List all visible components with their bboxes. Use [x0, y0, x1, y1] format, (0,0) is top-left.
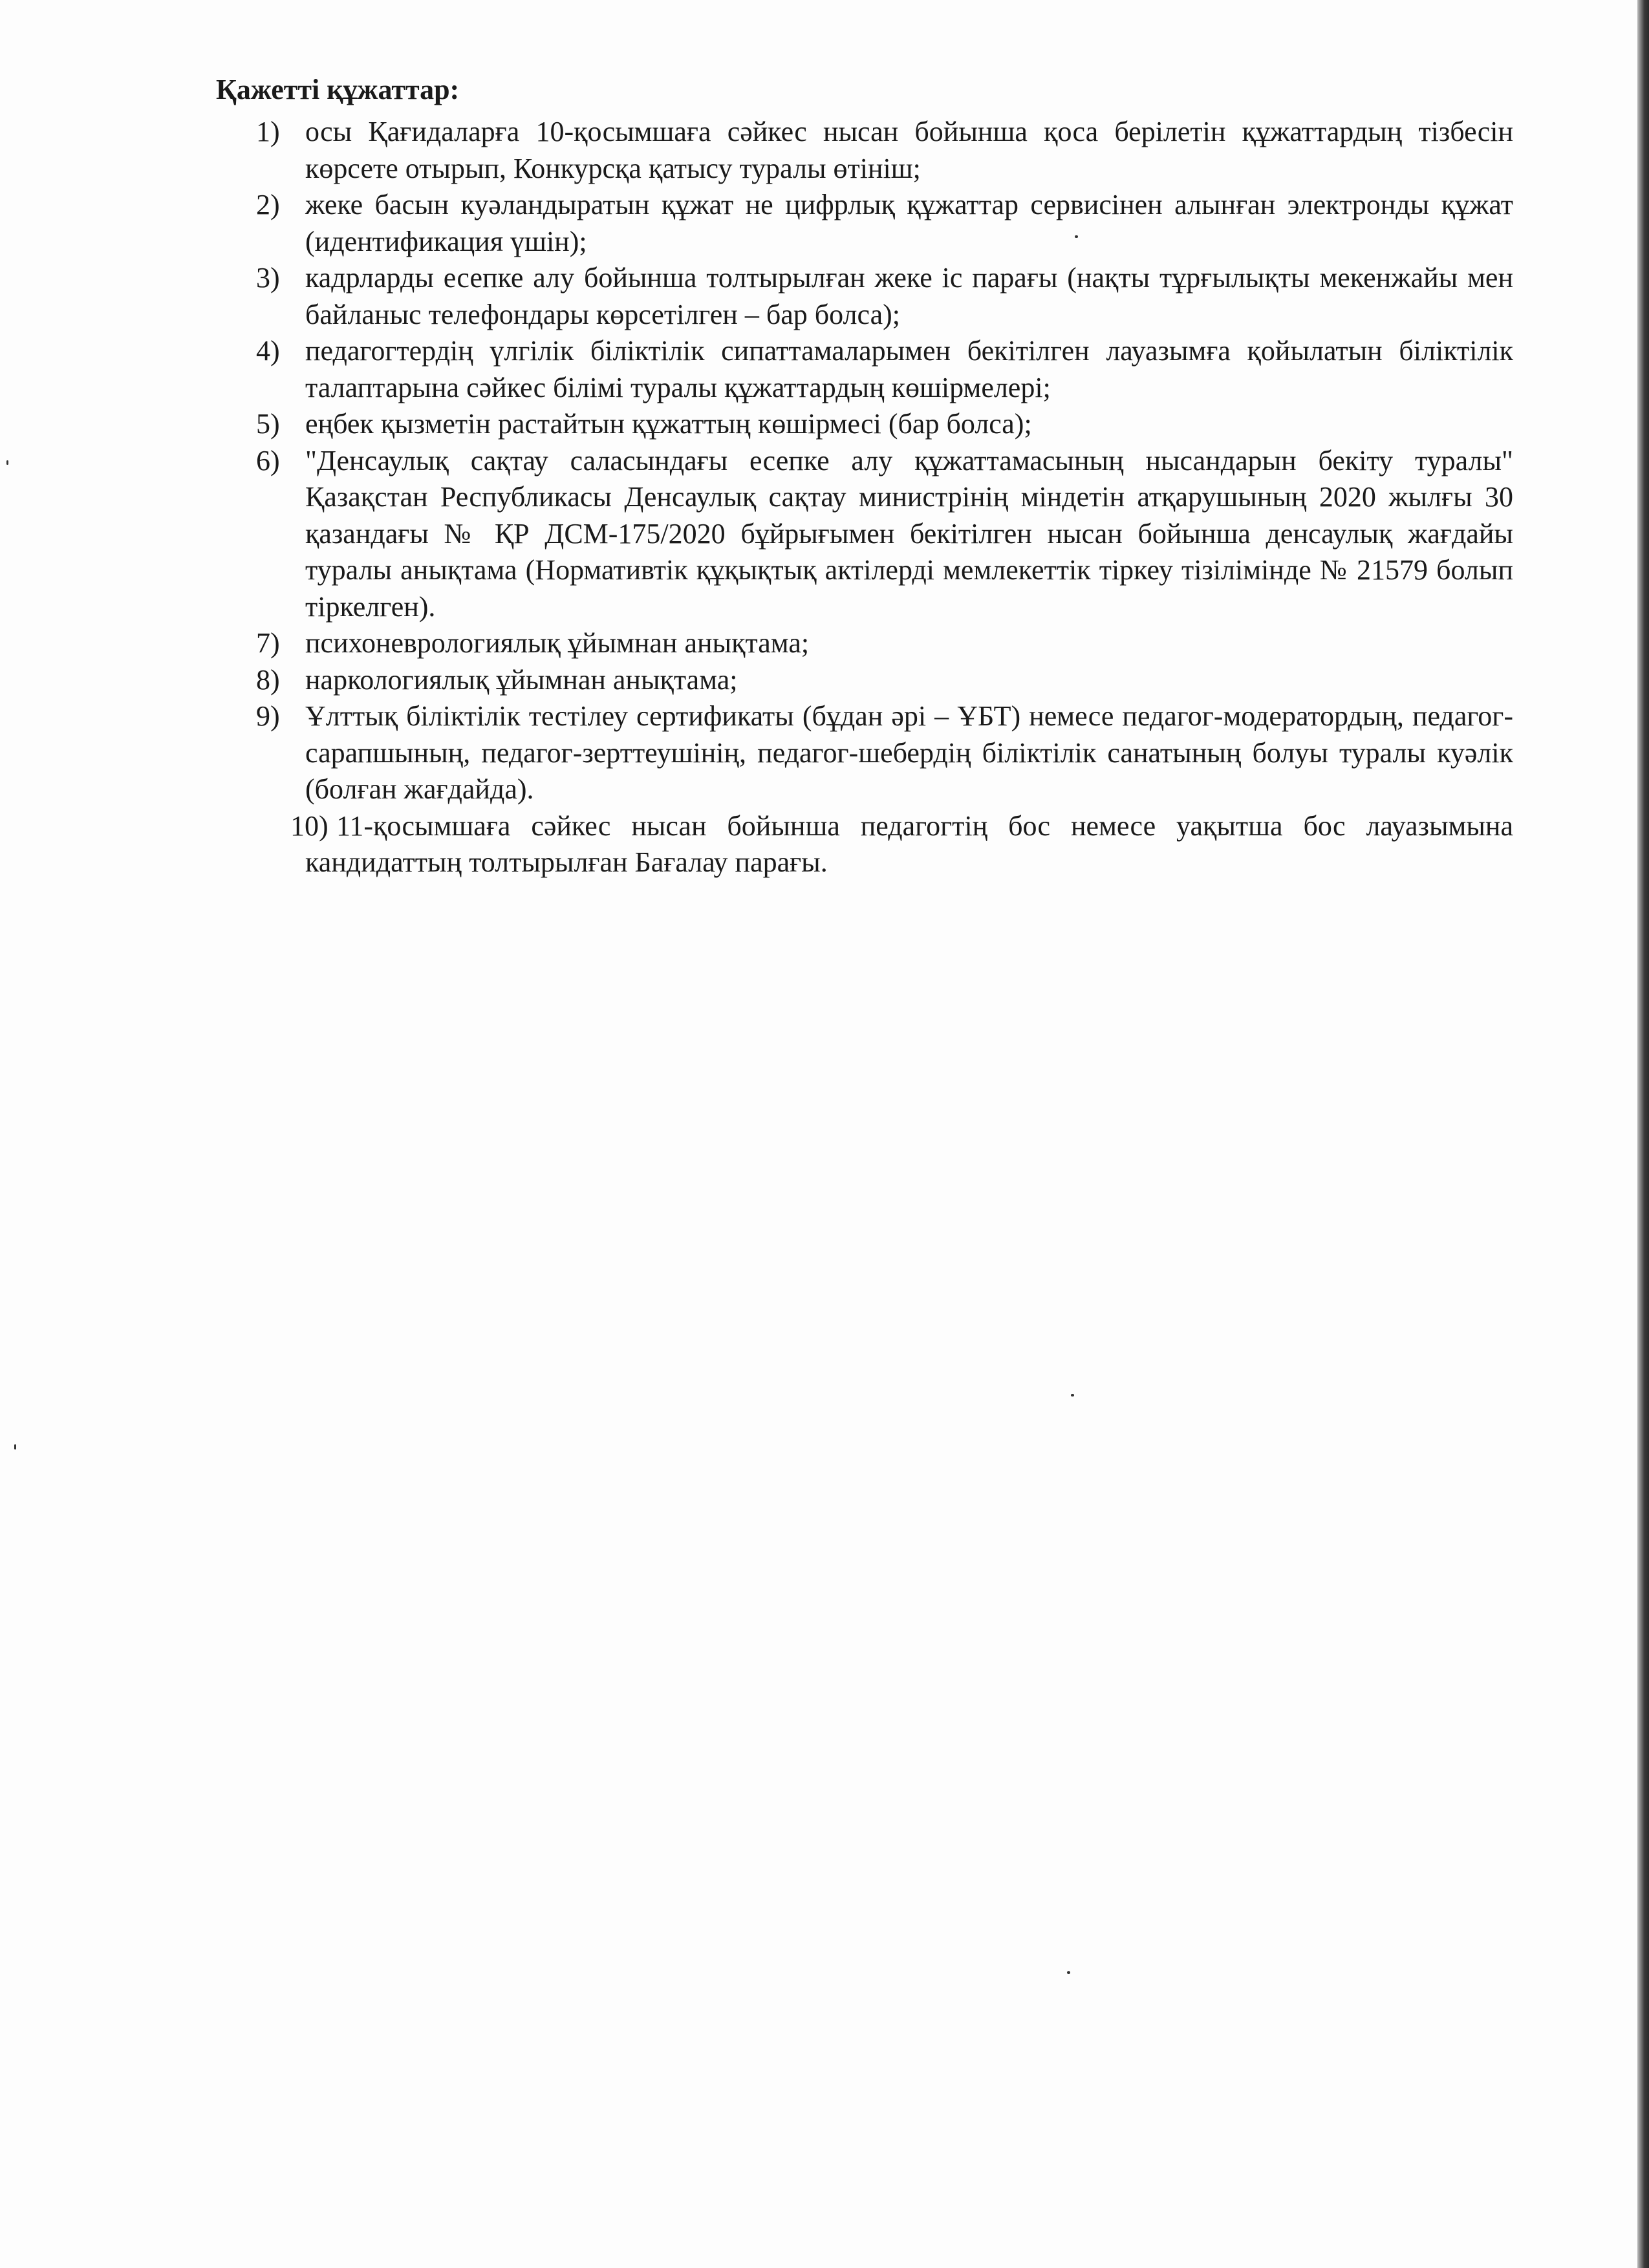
- list-item-9: [216, 698, 1513, 808]
- item-text: кадрларды есепке алу бойынша толтырылған жеке іс парағы (нақты тұрғылықты мекенжайы мен байланыс телефондары көрсетілген – бар болса);: [305, 262, 1513, 330]
- list-item-7: [216, 625, 1513, 662]
- item-number: 8): [256, 663, 280, 696]
- item-text: Ұлттық біліктілік тестілеу сертификаты (бұдан әрі – ҰБТ) немесе педагог-модератордың, педагог-сарапшының, педагог-зерттеушінің, педагог-шебердің біліктілік санатының болуы туралы куәлік (болған жағдайда).: [305, 700, 1513, 805]
- item-number: 2): [256, 189, 280, 220]
- item-number: 1): [256, 116, 280, 147]
- list-item-6: [216, 443, 1513, 626]
- item-number: 6): [256, 444, 280, 476]
- list-item-8: [216, 662, 1513, 699]
- item-number: 7): [256, 627, 280, 659]
- required-documents-list: [216, 114, 1513, 881]
- item-text: 11-қосымшаға сәйкес нысан бойынша педагогтің бос немесе уақытша бос лауазымына кандидаттың толтырылған Бағалау парағы.: [305, 809, 1513, 878]
- scan-speck: [1067, 1971, 1070, 1974]
- item-text: наркологиялық ұйымнан анықтама;: [305, 663, 738, 696]
- item-text: психоневрологиялық ұйымнан анықтама;: [305, 627, 810, 659]
- list-item-3: [216, 260, 1513, 333]
- document-heading: Қажетті құжаттар:: [216, 74, 460, 105]
- scan-speck: [6, 460, 8, 465]
- item-text: педагогтердің үлгілік біліктілік сипаттамаларымен бекітілген лауазымға қойылатын біліктілік талаптарына сәйкес білімі туралы құжаттардың көшірмелері;: [305, 335, 1513, 403]
- item-number: 5): [256, 408, 280, 440]
- list-item-2: [216, 187, 1513, 260]
- item-number: 4): [256, 335, 280, 367]
- scan-edge: [1637, 0, 1649, 2268]
- item-number: 9): [256, 700, 280, 732]
- item-text: жеке басын куәландыратын құжат не цифрлық құжаттар сервисінен алынған электронды құжат (идентификация үшін);: [305, 189, 1513, 257]
- item-number: 3): [256, 262, 280, 294]
- scan-speck: [1075, 235, 1078, 238]
- document-page: [216, 70, 1513, 881]
- list-item-5: [216, 406, 1513, 443]
- list-item-4: [216, 333, 1513, 406]
- list-item-10: 10) 11-қосымшаға сәйкес нысан бойынша педагогтің бос немесе уақытша бос лауазымына кандидаттың толтырылған Бағалау парағы.: [216, 808, 1513, 881]
- list-item-1: [216, 114, 1513, 187]
- item-text: осы Қағидаларға 10-қосымшаға сәйкес нысан бойынша қоса берілетін құжаттардың тізбесін көрсете отырып, Конкурсқа қатысу туралы өтініш;: [305, 116, 1513, 184]
- item-text: еңбек қызметін растайтын құжаттың көшірмесі (бар болса);: [305, 408, 1032, 440]
- scan-speck: [14, 1444, 16, 1450]
- scan-speck: [1071, 1394, 1074, 1396]
- item-text: "Денсаулық сақтау саласындағы есепке алу құжаттамасының нысандарын бекіту туралы" Қазақстан Республикасы Денсаулық сақтау министрінің міндетін атқарушының 2020 жылғы 30 қазандағы № ҚР ДСМ-175/2020 бұйрығымен бекітілген нысан бойынша денсаулық жағдайы туралы анықтама (Нормативтік құқықтық актілерді мемлекеттік тіркеу тізілімінде № 21579 болып тіркелген).: [305, 444, 1513, 623]
